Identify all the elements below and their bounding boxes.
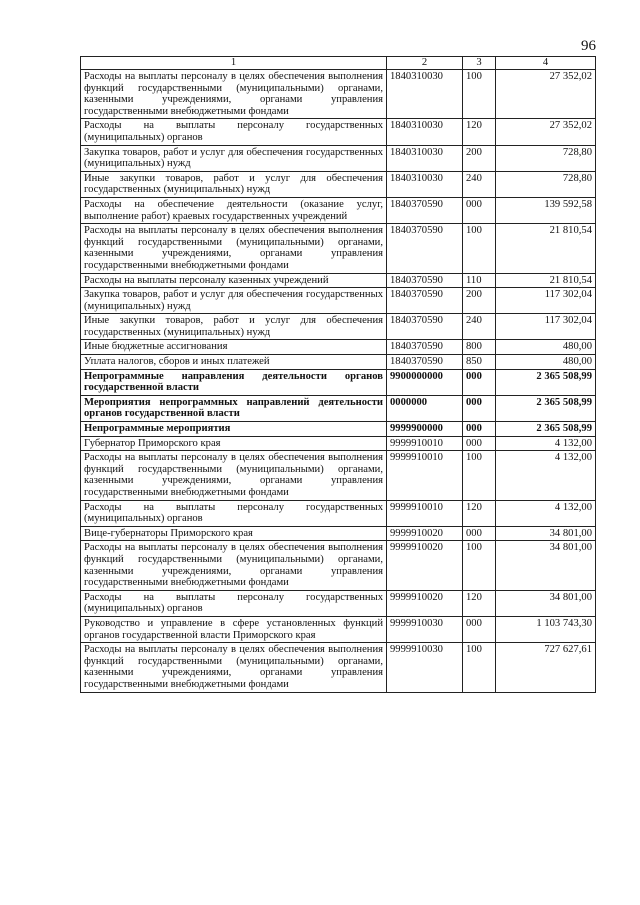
row-amount: 27 352,02 (496, 119, 596, 145)
row-amount: 34 801,00 (496, 541, 596, 590)
row-type: 100 (463, 451, 496, 500)
row-type: 100 (463, 643, 496, 692)
row-code: 1840310030 (387, 70, 463, 119)
row-code: 9900000000 (387, 369, 463, 395)
row-name: Расходы на обеспечение деятельности (оказание услуг, выполнение работ) краевых государственных учреждений (81, 197, 387, 223)
table-row (81, 273, 596, 288)
row-name: Иные закупки товаров, работ и услуг для обеспечения государственных (муниципальных) нужд (81, 314, 387, 340)
row-name: Уплата налогов, сборов и иных платежей (81, 355, 387, 370)
row-code: 9999910030 (387, 616, 463, 642)
row-code: 1840310030 (387, 171, 463, 197)
row-name: Закупка товаров, работ и услуг для обеспечения государственных (муниципальных) нужд (81, 288, 387, 314)
table-row (81, 451, 596, 500)
row-name: Иные бюджетные ассигнования (81, 340, 387, 355)
row-type: 200 (463, 288, 496, 314)
table-row (81, 643, 596, 692)
row-amount: 4 132,00 (496, 436, 596, 451)
row-type: 850 (463, 355, 496, 370)
row-type: 120 (463, 590, 496, 616)
row-amount: 21 810,54 (496, 224, 596, 273)
table-row (81, 500, 596, 526)
row-name: Закупка товаров, работ и услуг для обеспечения государственных (муниципальных) нужд (81, 145, 387, 171)
row-name: Расходы на выплаты персоналу в целях обеспечения выполнения функций государственными (муниципальными) органами, казенными учреждениями, органами управления государственными внебюджетными фондами (81, 643, 387, 692)
row-name: Расходы на выплаты персоналу казенных учреждений (81, 273, 387, 288)
column-header-code: 2 (387, 57, 463, 70)
page-number: 96 (581, 38, 596, 54)
row-code: 9999900000 (387, 422, 463, 437)
budget-table (80, 56, 596, 693)
row-amount: 2 365 508,99 (496, 369, 596, 395)
row-code: 1840370590 (387, 314, 463, 340)
row-type: 200 (463, 145, 496, 171)
column-header-name: 1 (81, 57, 387, 70)
row-amount: 728,80 (496, 171, 596, 197)
row-type: 000 (463, 616, 496, 642)
row-name: Расходы на выплаты персоналу в целях обеспечения выполнения функций государственными (муниципальными) органами, казенными учреждениями, органами управления государственными внебюджетными фондами (81, 224, 387, 273)
row-name: Расходы на выплаты персоналу государственных (муниципальных) органов (81, 590, 387, 616)
table-row (81, 436, 596, 451)
row-name: Мероприятия непрограммных направлений деятельности органов государственной власти (81, 395, 387, 421)
row-amount: 480,00 (496, 355, 596, 370)
row-code: 1840310030 (387, 119, 463, 145)
table-row (81, 340, 596, 355)
row-code: 9999910020 (387, 541, 463, 590)
table-row (81, 314, 596, 340)
row-code: 9999910030 (387, 643, 463, 692)
row-code: 1840370590 (387, 288, 463, 314)
table-row (81, 355, 596, 370)
table-row (81, 395, 596, 421)
row-type: 240 (463, 314, 496, 340)
row-name: Вице-губернаторы Приморского края (81, 526, 387, 541)
table-row (81, 422, 596, 437)
row-type: 000 (463, 422, 496, 437)
row-code: 9999910010 (387, 451, 463, 500)
row-amount: 27 352,02 (496, 70, 596, 119)
row-name: Непрограммные направления деятельности органов государственной власти (81, 369, 387, 395)
row-type: 240 (463, 171, 496, 197)
row-amount: 4 132,00 (496, 500, 596, 526)
table-row (81, 197, 596, 223)
row-code: 1840370590 (387, 273, 463, 288)
row-amount: 117 302,04 (496, 288, 596, 314)
row-name: Расходы на выплаты персоналу государственных (муниципальных) органов (81, 119, 387, 145)
row-amount: 1 103 743,30 (496, 616, 596, 642)
row-type: 000 (463, 526, 496, 541)
row-type: 000 (463, 369, 496, 395)
row-type: 110 (463, 273, 496, 288)
row-amount: 21 810,54 (496, 273, 596, 288)
table-row (81, 119, 596, 145)
row-code: 1840370590 (387, 340, 463, 355)
row-code: 1840370590 (387, 224, 463, 273)
row-type: 000 (463, 197, 496, 223)
table-row (81, 171, 596, 197)
column-header-type: 3 (463, 57, 496, 70)
row-name: Расходы на выплаты персоналу в целях обеспечения выполнения функций государственными (муниципальными) органами, казенными учреждениями, органами управления государственными внебюджетными фондами (81, 541, 387, 590)
row-type: 000 (463, 395, 496, 421)
row-amount: 2 365 508,99 (496, 422, 596, 437)
row-code: 0000000 (387, 395, 463, 421)
table-row (81, 224, 596, 273)
table-row (81, 369, 596, 395)
row-type: 000 (463, 436, 496, 451)
row-amount: 34 801,00 (496, 526, 596, 541)
row-code: 9999910010 (387, 436, 463, 451)
row-amount: 4 132,00 (496, 451, 596, 500)
row-amount: 480,00 (496, 340, 596, 355)
table-row (81, 70, 596, 119)
row-name: Иные закупки товаров, работ и услуг для обеспечения государственных (муниципальных) нужд (81, 171, 387, 197)
row-amount: 728,80 (496, 145, 596, 171)
table-body (81, 70, 596, 693)
row-name: Расходы на выплаты персоналу в целях обеспечения выполнения функций государственными (муниципальными) органами, казенными учреждениями, органами управления государственными внебюджетными фондами (81, 70, 387, 119)
row-amount: 139 592,58 (496, 197, 596, 223)
table-row (81, 541, 596, 590)
row-amount: 34 801,00 (496, 590, 596, 616)
table-row (81, 616, 596, 642)
row-type: 120 (463, 500, 496, 526)
row-name: Расходы на выплаты персоналу в целях обеспечения выполнения функций государственными (муниципальными) органами, казенными учреждениями, органами управления государственными внебюджетными фондами (81, 451, 387, 500)
row-type: 800 (463, 340, 496, 355)
row-code: 1840310030 (387, 145, 463, 171)
table-header-row (81, 57, 596, 70)
row-type: 120 (463, 119, 496, 145)
row-code: 9999910020 (387, 590, 463, 616)
row-amount: 2 365 508,99 (496, 395, 596, 421)
row-type: 100 (463, 70, 496, 119)
row-code: 1840370590 (387, 355, 463, 370)
row-name: Непрограммные мероприятия (81, 422, 387, 437)
table-row (81, 526, 596, 541)
table-row (81, 590, 596, 616)
row-code: 1840370590 (387, 197, 463, 223)
row-amount: 117 302,04 (496, 314, 596, 340)
row-type: 100 (463, 541, 496, 590)
table-row (81, 145, 596, 171)
row-name: Губернатор Приморского края (81, 436, 387, 451)
row-name: Руководство и управление в сфере установленных функций органов государственной власти Приморского края (81, 616, 387, 642)
table-row (81, 288, 596, 314)
row-type: 100 (463, 224, 496, 273)
row-name: Расходы на выплаты персоналу государственных (муниципальных) органов (81, 500, 387, 526)
row-code: 9999910010 (387, 500, 463, 526)
row-code: 9999910020 (387, 526, 463, 541)
row-amount: 727 627,61 (496, 643, 596, 692)
column-header-amount: 4 (496, 57, 596, 70)
